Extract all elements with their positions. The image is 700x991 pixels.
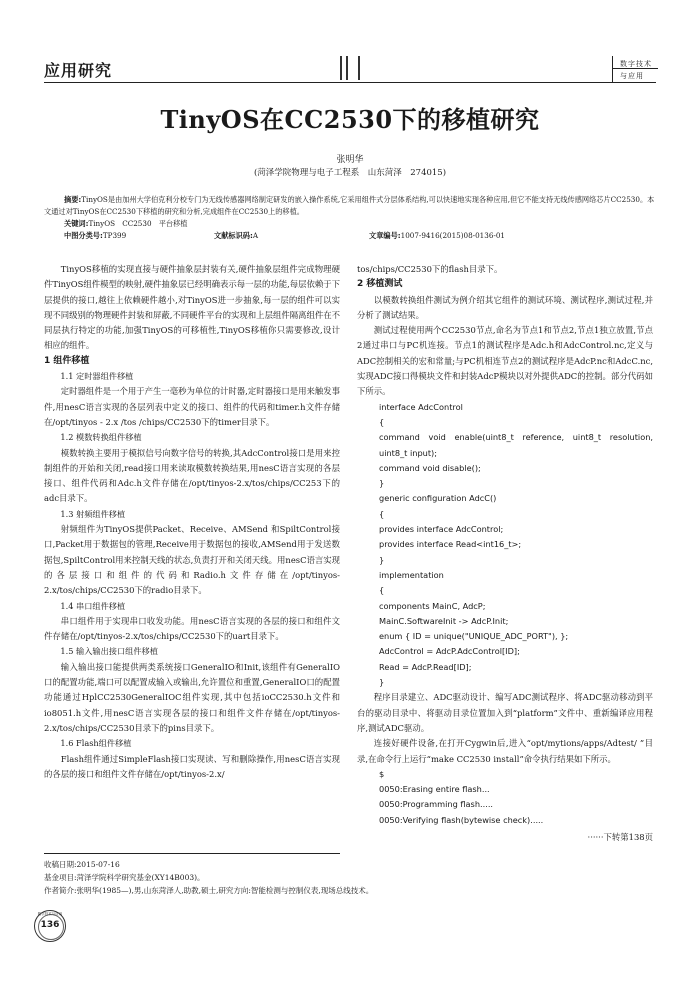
intro-paragraph: TinyOS移植的实现直接与硬件抽象层封装有关,硬件抽象层组件完成物理硬件TinyOS组件模型的映射,硬件抽象层已经明确表示每一层的功能,每层依赖于下层提供的接口,越往上依赖硬件越小,对TinyOS进一步抽象,每一层的组件可以实现不同级别的物理硬件封装和屏蔽,不同硬件平台的实现和上层组件隔离组件在不同层执行特定的功能,加强TinyOS的可移植性,TinyOS移植你只需要修改,设计相应的组件。 xyxy=(44,264,340,351)
subsection-1-6: 1.6 Flash组件移植 xyxy=(60,738,132,749)
section-heading-2: 2 移植测试 xyxy=(357,279,403,290)
output-line: $ xyxy=(379,768,385,779)
output-line: 0050:Erasing entire flash... xyxy=(379,784,490,795)
section-heading-1: 1 组件移植 xyxy=(44,355,90,366)
code-line: components MainC, AdcP; xyxy=(379,600,486,611)
code-line: } xyxy=(379,677,385,688)
code-line: { xyxy=(379,416,385,427)
section-label: 应用研究 xyxy=(44,61,113,80)
clc-label: 中图分类号: xyxy=(64,231,103,240)
output-line: 0050:Programming flash..... xyxy=(379,799,494,810)
code-line: command void disable(); xyxy=(379,462,481,473)
code-line: enum { ID = unique("UNIQUE_ADC_PORT"), }; xyxy=(379,631,569,642)
code-line: MainC.SoftwareInit -> AdcP.Init; xyxy=(379,615,509,626)
subsection-1-1: 1.1 定时器组件移植 xyxy=(60,371,134,382)
paragraph-2-1: 以模数转换组件测试为例介绍其它组件的测试环境、测试程序,测试过程,并分析了测试结果。 xyxy=(357,294,653,320)
keywords xyxy=(64,218,656,230)
abstract-text: TinyOS是由加州大学伯克利分校专门为无线传感器网络制定研发的嵌入操作系统,它采用组件式分层体系结构,可以快速地实现各种应用,但它不能支持无线传感网络芯片CC2530。本文通过对TinyOS在CC2530下移植的研究和分析,完成组件在CC2530上的移植。 xyxy=(44,195,655,216)
doc-code-label: 文献标识码: xyxy=(214,231,253,240)
paragraph-1-3: 射频组件为TinyOS提供Packet、Receive、AMSend 和SpiltControl接口,Packet用于数据包的管理,Receive用于数据包的接收,AMSend用于发送数据包,SpiltControl用来控制天线的状态,负责打开和关闭天线。用nesC语言实现的各层接口和组件的代码和Radio.h文件存储在/opt/tinyos-2.x/tos/chips/CC2530下的radio目录下。 xyxy=(44,524,340,596)
continued-note: ······下转第138页 xyxy=(587,831,653,842)
code-line: Read = AdcP.Read[ID]; xyxy=(379,661,472,672)
code-line: AdcControl = AdcP.AdcControl[ID]; xyxy=(379,646,520,657)
paragraph-2-3: 程序目录建立、ADC驱动设计、编写ADC测试程序、将ADC驱动移动到平台的驱动目录中、将驱动目录位置加入到“platform”文件中、重新编译应用程序,测试ADC驱动。 xyxy=(357,692,653,733)
code-line: provides interface AdcControl; xyxy=(379,524,504,535)
classification-row xyxy=(64,230,656,242)
code-line: { xyxy=(379,508,385,519)
output-line: 0050:Verifying flash(bytewise check)..... xyxy=(379,814,544,825)
subsection-1-5: 1.5 输入输出接口组件移植 xyxy=(60,646,158,657)
code-line: generic configuration AdcC() xyxy=(379,493,497,504)
code-line: { xyxy=(379,585,385,596)
fund-note: 基金项目:菏泽学院科学研究基金(XY14B003)。 xyxy=(44,873,205,882)
header-rule xyxy=(44,82,656,83)
article-title: TinyOS在CC2530下的移植研究 xyxy=(160,105,540,134)
keywords-text: TinyOS CC2530 平台移植 xyxy=(88,219,188,228)
abstract-block xyxy=(44,194,656,242)
subsection-1-2: 1.2 模数转换组件移植 xyxy=(60,432,142,443)
paragraph-1-2: 模数转换主要用于模拟信号向数字信号的转换,其AdcControl接口是用来控制组件的开始和关闭,read接口用来读取模数转换结果,用nesC语言实现的各层接口、组件代码和Adc.h文件存储在/opt/tinyos-2.x/tos/chips/CC253下的adc目录下。 xyxy=(44,447,340,504)
code-line: } xyxy=(379,478,385,489)
paragraph-1-6: Flash组件通过SimpleFlash接口实现读、写和删除操作,用nesC语言实现的各层的接口和组件文件存储在/opt/tinyos-2.x/ xyxy=(44,753,340,779)
author: 张明华 xyxy=(336,155,364,165)
paragraph-1-1: 定时器组件是一个用于产生一毫秒为单位的计时器,定时器接口是用来触发事件,用nesC语言实现的各层列表中定义的接口、组件的代码和timer.h文件存储在/opt/tinyos - 2.x /tos /chips/CC2530下的timer目录下。 xyxy=(44,386,340,427)
abstract-label: 摘要: xyxy=(64,195,82,204)
doc-code-value: A xyxy=(252,231,259,240)
article-number-label: 文章编号: xyxy=(369,231,401,240)
code-line: provides interface Read<int16_t>; xyxy=(379,539,522,550)
clc-value: TP399 xyxy=(102,231,127,240)
paragraph-continued: tos/chips/CC2530下的flash目录下。 xyxy=(357,264,503,274)
subsection-1-3: 1.3 射频组件移植 xyxy=(60,508,126,519)
abstract xyxy=(44,194,656,218)
footnotes xyxy=(44,858,656,897)
paragraph-2-4: 连接好硬件设备,在打开Cygwin后,进入“opt/mytions/apps/Adtest/ ”目录,在命令行上运行“make CC2530 install”命令执行结果如下所示。 xyxy=(357,738,653,764)
paragraph-2-2: 测试过程使用两个CC2530节点,命名为节点1和节点2,节点1独立放置,节点2通过串口与PC机连接。节点1的测试程序是Adc.h和AdcControl.nc,定义与ADC控制相关的宏和常量;与PC机相连节点2的测试程序是AdcP.nc和AdcC.nc,实现ADC接口得模块文件和封装AdcP模块以对外提供ADC的控制。部分代码如下所示。 xyxy=(357,325,653,397)
article-number-value: 1007-9416(2015)08-0136-01 xyxy=(400,231,505,240)
left-column xyxy=(44,262,340,782)
page-number-badge xyxy=(34,910,66,942)
badge-text: 数字技术与应用 xyxy=(37,912,63,916)
code-line: interface AdcControl xyxy=(379,401,463,412)
code-line: implementation xyxy=(379,569,444,580)
journal-logo xyxy=(606,56,658,82)
received-date: 收稿日期:2015-07-16 xyxy=(44,860,120,869)
journal-logo-line2: 与应用 xyxy=(620,72,644,80)
affiliation: (菏泽学院物理与电子工程系 山东菏泽 274015) xyxy=(253,168,447,178)
code-line: command void enable(uint8_t reference, uint8_t resolution, uint8_t input); xyxy=(379,432,653,458)
footnote-rule xyxy=(44,853,340,854)
right-column xyxy=(357,262,653,845)
paragraph-1-5: 输入输出接口能提供两类系统接口GeneralIO和Init,该组件有GeneralIO口的配置功能,端口可以配置成输入或输出,允许置位和重置,GeneralIO口的配置功能通过HplCC2530GeneralIOC组件实现,其中包括ioCC2530.h文件和io8051.h文件,用nesC语言实现各层的接口和组件文件存储在/opt/tinyos-2.x/tos/chips/CC2530目录下的pins目录下。 xyxy=(44,661,340,733)
keywords-label: 关键词: xyxy=(64,219,89,228)
author-bio: 作者简介:张明华(1985—),男,山东菏泽人,助教,硕士,研究方向:智能检测与控制仪表,现场总线技术。 xyxy=(44,886,374,895)
subsection-1-4: 1.4 串口组件移植 xyxy=(60,600,126,611)
code-line: } xyxy=(379,554,385,565)
page-number: 136 xyxy=(40,920,60,930)
journal-logo-line1: 数字技术 xyxy=(620,60,652,68)
paragraph-1-4: 串口组件用于实现串口收发功能。用nesC语言实现的各层的接口和组件文件存储在/opt/tinyos-2.x/tos/chips/CC2530下的uart目录下。 xyxy=(44,615,340,642)
